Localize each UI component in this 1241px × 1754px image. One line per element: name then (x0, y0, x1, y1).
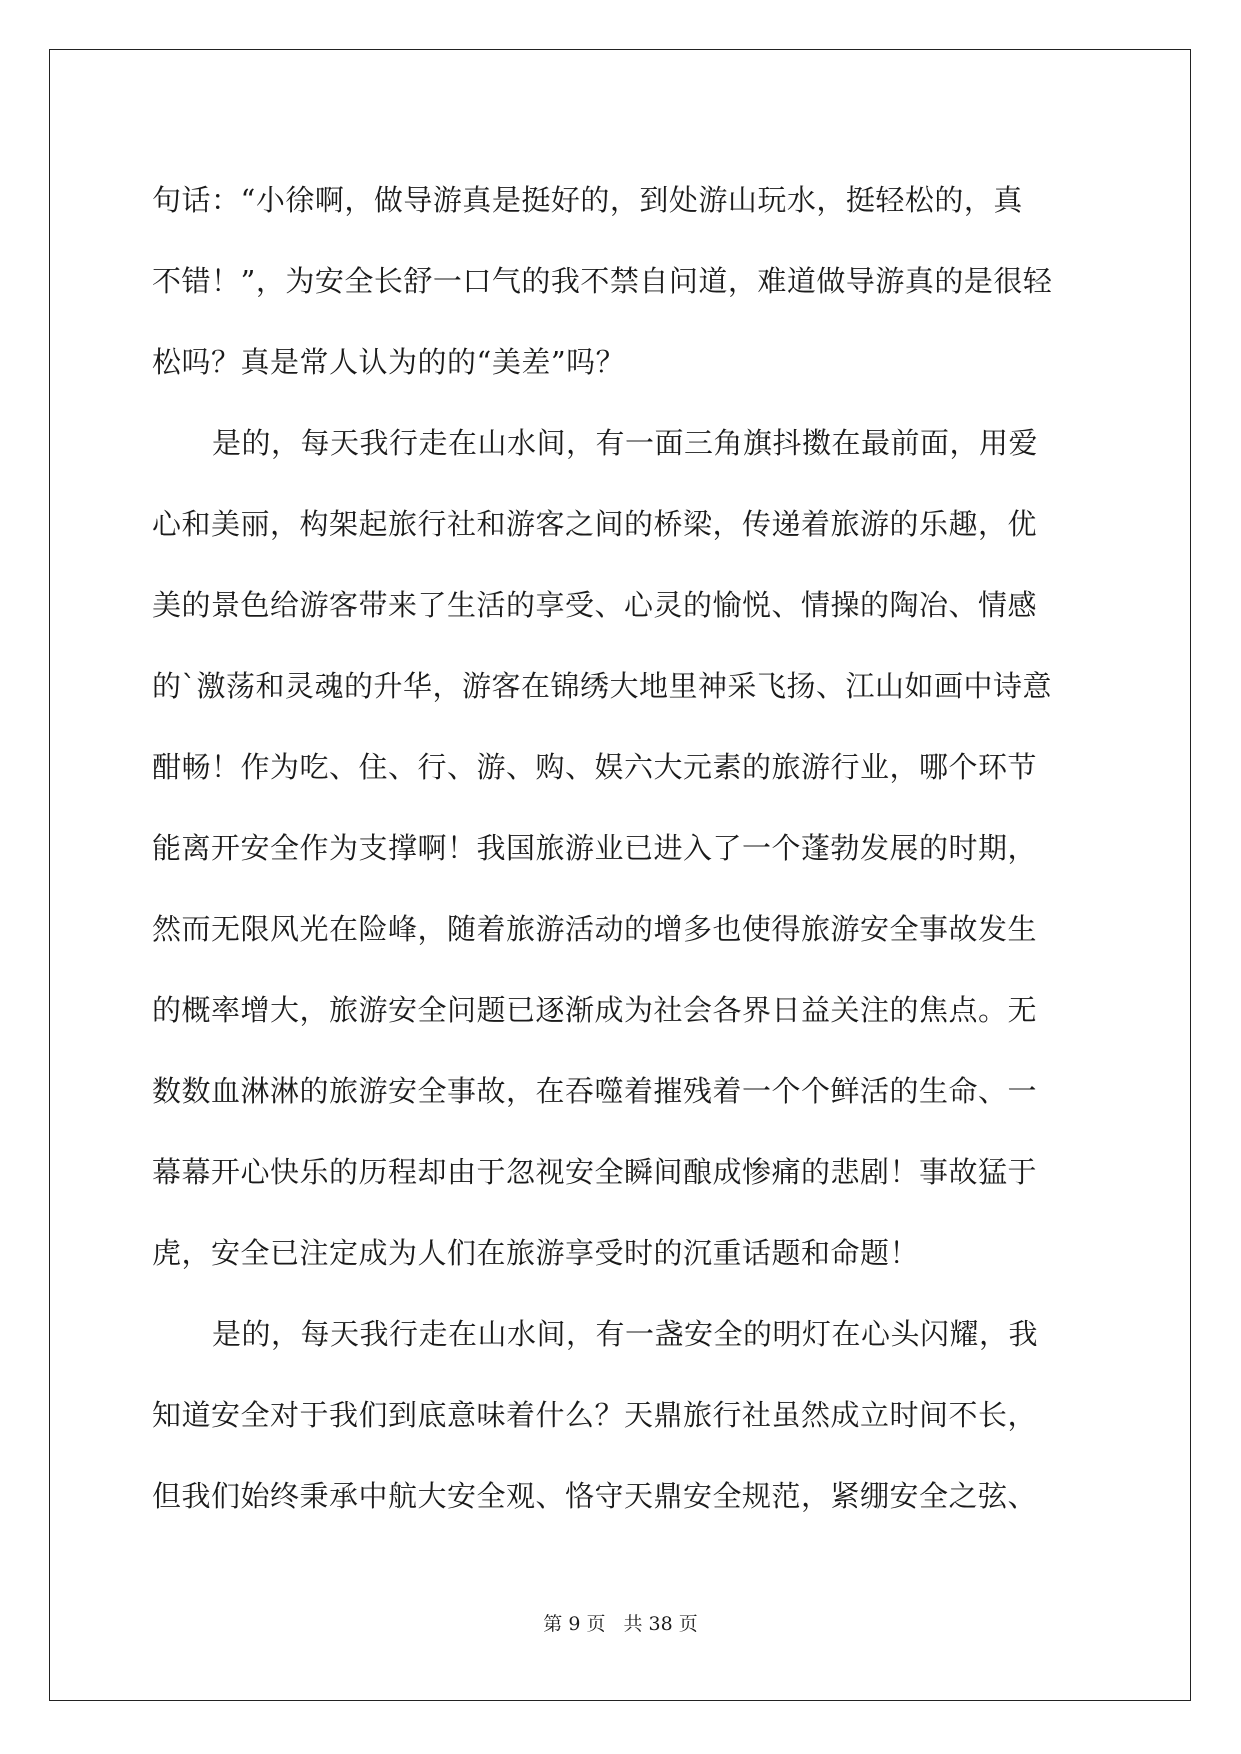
text-line: 数数血淋淋的旅游安全事故，在吞噬着摧残着一个个鲜活的生命、一 (152, 1074, 1038, 1108)
text-line: 然而无限风光在险峰，随着旅游活动的增多也使得旅游安全事故发生 (152, 912, 1038, 946)
text-line: 不错！”，为安全长舒一口气的我不禁自问道，难道做导游真的是很轻 (152, 264, 1053, 298)
text-line: 句话：“小徐啊，做导游真是挺好的，到处游山玩水，挺轻松的，真 (152, 183, 1023, 217)
document-body (152, 160, 1092, 1537)
text-line: 是的，每天我行走在山水间，有一盏安全的明灯在心头闪耀，我 (212, 1317, 1039, 1351)
text-line: 松吗？真是常人认为的的“美差”吗？ (152, 345, 626, 379)
text-line: 能离开安全作为支撑啊！我国旅游业已进入了一个蓬勃发展的时期， (152, 831, 1038, 865)
page-total: 共 38 页 (623, 1613, 698, 1635)
text-line: 的概率增大，旅游安全问题已逐渐成为社会各界日益关注的焦点。无 (152, 993, 1038, 1027)
text-line: 的`激荡和灵魂的升华，游客在锦绣大地里神采飞扬、江山如画中诗意 (152, 669, 1053, 703)
text-line: 心和美丽，构架起旅行社和游客之间的桥梁，传递着旅游的乐趣，优 (152, 507, 1038, 541)
page-footer (0, 1609, 1241, 1636)
page-number: 第 9 页 (543, 1613, 606, 1635)
text-line: 虎，安全已注定成为人们在旅游享受时的沉重话题和命题！ (152, 1236, 920, 1270)
text-line: 酣畅！作为吃、住、行、游、购、娱六大元素的旅游行业，哪个环节 (152, 750, 1038, 784)
text-line: 幕幕开心快乐的历程却由于忽视安全瞬间酿成惨痛的悲剧！事故猛于 (152, 1155, 1038, 1189)
text-line: 知道安全对于我们到底意味着什么？天鼎旅行社虽然成立时间不长， (152, 1398, 1038, 1432)
text-line: 是的，每天我行走在山水间，有一面三角旗抖擞在最前面，用爱 (212, 426, 1039, 460)
text-line: 美的景色给游客带来了生活的享受、心灵的愉悦、情操的陶冶、情感 (152, 588, 1038, 622)
text-line: 但我们始终秉承中航大安全观、恪守天鼎安全规范，紧绷安全之弦、 (152, 1479, 1038, 1513)
